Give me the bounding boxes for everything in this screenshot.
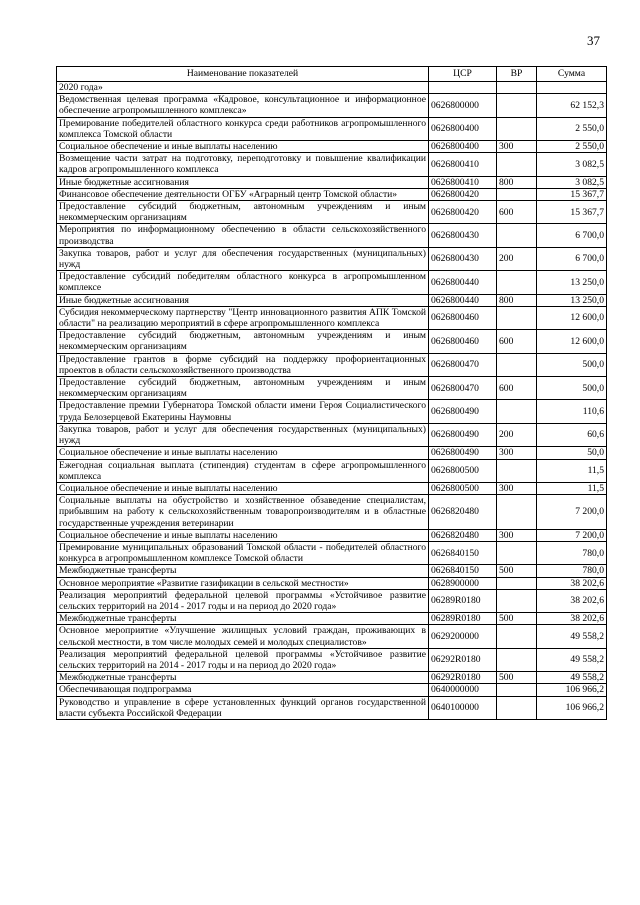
cell-vr: 200 <box>497 423 537 446</box>
table-row <box>57 153 607 176</box>
cell-csr: 0626800430 <box>429 247 497 270</box>
cell-name: Возмещение части затрат на подготовку, переподготовку и повышение квалификации кадров агропромышленного комплекса <box>57 153 429 176</box>
table-row <box>57 613 607 625</box>
cell-name: Иные бюджетные ассигнования <box>57 294 429 306</box>
cell-sum: 11,5 <box>537 482 607 494</box>
cell-sum: 50,0 <box>537 447 607 459</box>
table-row <box>57 306 607 329</box>
cell-sum <box>537 82 607 94</box>
cell-csr: 0626800410 <box>429 153 497 176</box>
cell-sum: 38 202,6 <box>537 577 607 589</box>
cell-csr: 0640100000 <box>429 696 497 719</box>
cell-csr <box>429 82 497 94</box>
header-vr: ВР <box>497 67 537 82</box>
cell-sum: 62 152,3 <box>537 94 607 117</box>
cell-sum: 780,0 <box>537 565 607 577</box>
cell-vr: 600 <box>497 330 537 353</box>
cell-csr: 0626800000 <box>429 94 497 117</box>
table-row <box>57 495 607 530</box>
cell-vr: 500 <box>497 613 537 625</box>
table-row <box>57 684 607 696</box>
cell-csr: 06292R0180 <box>429 648 497 671</box>
cell-vr: 800 <box>497 176 537 188</box>
cell-name: Предоставление субсидий бюджетным, автономным учреждениям и иным некоммерческим организациям <box>57 330 429 353</box>
cell-csr: 0626800400 <box>429 117 497 140</box>
cell-sum: 106 966,2 <box>537 684 607 696</box>
table-row <box>57 330 607 353</box>
cell-csr: 0626800470 <box>429 377 497 400</box>
cell-name: Социальное обеспечение и иные выплаты населению <box>57 482 429 494</box>
cell-name: Социальное обеспечение и иные выплаты населению <box>57 447 429 459</box>
table-row <box>57 529 607 541</box>
cell-vr: 300 <box>497 447 537 459</box>
cell-vr: 300 <box>497 482 537 494</box>
cell-vr <box>497 696 537 719</box>
page-number: 37 <box>587 33 600 48</box>
cell-vr: 800 <box>497 294 537 306</box>
cell-name: Обеспечивающая подпрограмма <box>57 684 429 696</box>
cell-vr <box>497 648 537 671</box>
cell-csr: 06289R0180 <box>429 589 497 612</box>
header-sum: Сумма <box>537 67 607 82</box>
cell-name: Предоставление субсидий бюджетным, автономным учреждениям и иным некоммерческим организациям <box>57 377 429 400</box>
cell-name: Межбюджетные трансферты <box>57 565 429 577</box>
cell-name: Основное мероприятие «Улучшение жилищных условий граждан, проживающих в сельской местности, в том числе молодых семей и молодых специалистов» <box>57 625 429 648</box>
cell-sum: 500,0 <box>537 377 607 400</box>
cell-name: Межбюджетные трансферты <box>57 613 429 625</box>
table-row <box>57 353 607 376</box>
cell-name: Социальные выплаты на обустройство и хозяйственное обзаведение специалистам, прибывшим на работу к сельскохозяйственным товаропроизводителям и в областные государственные учреждения ветеринарии <box>57 495 429 530</box>
cell-csr: 0626800440 <box>429 271 497 294</box>
cell-sum: 3 082,5 <box>537 176 607 188</box>
cell-sum: 6 700,0 <box>537 224 607 247</box>
cell-sum: 60,6 <box>537 423 607 446</box>
cell-sum: 106 966,2 <box>537 696 607 719</box>
table-row <box>57 294 607 306</box>
cell-name: Закупка товаров, работ и услуг для обеспечения государственных (муниципальных) нужд <box>57 247 429 270</box>
cell-vr <box>497 271 537 294</box>
table-row <box>57 224 607 247</box>
cell-csr: 0640000000 <box>429 684 497 696</box>
cell-name: Финансовое обеспечение деятельности ОГБУ «Аграрный центр Томской области» <box>57 188 429 200</box>
cell-vr: 500 <box>497 565 537 577</box>
cell-csr: 06289R0180 <box>429 613 497 625</box>
cell-sum: 7 200,0 <box>537 495 607 530</box>
table-row <box>57 447 607 459</box>
table-row <box>57 117 607 140</box>
cell-vr <box>497 684 537 696</box>
cell-sum: 15 367,7 <box>537 201 607 224</box>
cell-sum: 13 250,0 <box>537 271 607 294</box>
header-row <box>57 67 607 82</box>
cell-sum: 780,0 <box>537 541 607 564</box>
cell-name: Ведомственная целевая программа «Кадровое, консультационное и информационное обеспечение агропромышленного комплекса» <box>57 94 429 117</box>
budget-table <box>56 66 607 720</box>
table-row <box>57 141 607 153</box>
cell-sum: 2 550,0 <box>537 117 607 140</box>
cell-csr: 0626800500 <box>429 459 497 482</box>
cell-name: Социальное обеспечение и иные выплаты населению <box>57 529 429 541</box>
table-row <box>57 696 607 719</box>
cell-csr: 0626840150 <box>429 541 497 564</box>
cell-sum: 3 082,5 <box>537 153 607 176</box>
cell-csr: 0628900000 <box>429 577 497 589</box>
table-body <box>57 82 607 720</box>
cell-vr: 500 <box>497 672 537 684</box>
cell-vr <box>497 117 537 140</box>
cell-name: 2020 года» <box>57 82 429 94</box>
cell-csr: 0626800490 <box>429 423 497 446</box>
table-header <box>57 67 607 82</box>
table-row <box>57 423 607 446</box>
cell-csr: 0629200000 <box>429 625 497 648</box>
cell-name: Ежегодная социальная выплата (стипендия) студентам в сфере агропромышленного комплекса <box>57 459 429 482</box>
cell-sum: 110,6 <box>537 400 607 423</box>
cell-csr: 0626800460 <box>429 330 497 353</box>
cell-name: Субсидия некоммерческому партнерству "Центр инновационного развития АПК Томской области" на реализацию мероприятий в сфере агропромышленного комплекса <box>57 306 429 329</box>
cell-sum: 11,5 <box>537 459 607 482</box>
table-row <box>57 176 607 188</box>
table-row <box>57 648 607 671</box>
table-row <box>57 188 607 200</box>
cell-vr <box>497 495 537 530</box>
cell-vr <box>497 589 537 612</box>
cell-name: Премирование муниципальных образований Томской области - победителей областного конкурса в агропромышленном комплексе Томской области <box>57 541 429 564</box>
cell-csr: 0626820480 <box>429 529 497 541</box>
table-row <box>57 565 607 577</box>
header-name: Наименование показателей <box>57 67 429 82</box>
cell-csr: 0626820480 <box>429 495 497 530</box>
cell-csr: 0626800420 <box>429 188 497 200</box>
cell-csr: 0626800400 <box>429 141 497 153</box>
cell-name: Иные бюджетные ассигнования <box>57 176 429 188</box>
cell-vr: 200 <box>497 247 537 270</box>
cell-sum: 500,0 <box>537 353 607 376</box>
table-row <box>57 459 607 482</box>
table-row <box>57 577 607 589</box>
cell-name: Закупка товаров, работ и услуг для обеспечения государственных (муниципальных) нужд <box>57 423 429 446</box>
cell-sum: 15 367,7 <box>537 188 607 200</box>
cell-vr <box>497 94 537 117</box>
cell-csr: 0626800440 <box>429 294 497 306</box>
cell-name: Предоставление субсидий бюджетным, автономным учреждениям и иным некоммерческим организациям <box>57 201 429 224</box>
table-row <box>57 400 607 423</box>
cell-vr <box>497 353 537 376</box>
table-row <box>57 541 607 564</box>
cell-vr <box>497 577 537 589</box>
table-row <box>57 377 607 400</box>
cell-vr <box>497 625 537 648</box>
table-row <box>57 589 607 612</box>
table-row <box>57 625 607 648</box>
table-row <box>57 201 607 224</box>
cell-name: Предоставление грантов в форме субсидий на поддержку профориентационных проектов в области сельскохозяйственного производства <box>57 353 429 376</box>
table-row <box>57 94 607 117</box>
cell-sum: 49 558,2 <box>537 648 607 671</box>
table-row <box>57 271 607 294</box>
cell-vr <box>497 224 537 247</box>
table-row <box>57 482 607 494</box>
cell-name: Реализация мероприятий федеральной целевой программы «Устойчивое развитие сельских территорий на 2014 - 2017 годы и на период до 2020 года» <box>57 589 429 612</box>
cell-csr: 0626800410 <box>429 176 497 188</box>
table-row <box>57 247 607 270</box>
cell-sum: 49 558,2 <box>537 625 607 648</box>
header-csr: ЦСР <box>429 67 497 82</box>
cell-vr <box>497 153 537 176</box>
cell-name: Премирование победителей областного конкурса среди работников агропромышленного комплекса Томской области <box>57 117 429 140</box>
cell-vr <box>497 82 537 94</box>
cell-vr: 300 <box>497 529 537 541</box>
cell-vr: 300 <box>497 141 537 153</box>
cell-sum: 12 600,0 <box>537 330 607 353</box>
cell-vr <box>497 400 537 423</box>
cell-sum: 13 250,0 <box>537 294 607 306</box>
cell-csr: 0626800500 <box>429 482 497 494</box>
cell-sum: 2 550,0 <box>537 141 607 153</box>
cell-csr: 0626800470 <box>429 353 497 376</box>
cell-name: Социальное обеспечение и иные выплаты населению <box>57 141 429 153</box>
cell-name: Межбюджетные трансферты <box>57 672 429 684</box>
cell-sum: 38 202,6 <box>537 613 607 625</box>
cell-vr <box>497 306 537 329</box>
cell-name: Предоставление субсидий победителям областного конкурса в агропромышленном комплексе <box>57 271 429 294</box>
cell-name: Руководство и управление в сфере установленных функций органов государственной власти субъекта Российской Федерации <box>57 696 429 719</box>
cell-vr <box>497 541 537 564</box>
cell-vr <box>497 188 537 200</box>
cell-csr: 0626800490 <box>429 400 497 423</box>
cell-csr: 0626840150 <box>429 565 497 577</box>
cell-name: Основное мероприятие «Развитие газификации в сельской местности» <box>57 577 429 589</box>
cell-name: Реализация мероприятий федеральной целевой программы «Устойчивое развитие сельских территорий на 2014 - 2017 годы и на период до 2020 года» <box>57 648 429 671</box>
cell-sum: 6 700,0 <box>537 247 607 270</box>
cell-sum: 12 600,0 <box>537 306 607 329</box>
table-row <box>57 672 607 684</box>
cell-vr: 600 <box>497 377 537 400</box>
cell-csr: 06292R0180 <box>429 672 497 684</box>
cell-vr <box>497 459 537 482</box>
cell-vr: 600 <box>497 201 537 224</box>
cell-sum: 49 558,2 <box>537 672 607 684</box>
cell-csr: 0626800420 <box>429 201 497 224</box>
cell-csr: 0626800490 <box>429 447 497 459</box>
cell-csr: 0626800430 <box>429 224 497 247</box>
cell-name: Предоставление премии Губернатора Томской области имени Героя Социалистического труда Белозерцевой Екатерины Наумовны <box>57 400 429 423</box>
cell-sum: 38 202,6 <box>537 589 607 612</box>
table-row <box>57 82 607 94</box>
cell-sum: 7 200,0 <box>537 529 607 541</box>
cell-name: Мероприятия по информационному обеспечению в области сельскохозяйственного производства <box>57 224 429 247</box>
cell-csr: 0626800460 <box>429 306 497 329</box>
